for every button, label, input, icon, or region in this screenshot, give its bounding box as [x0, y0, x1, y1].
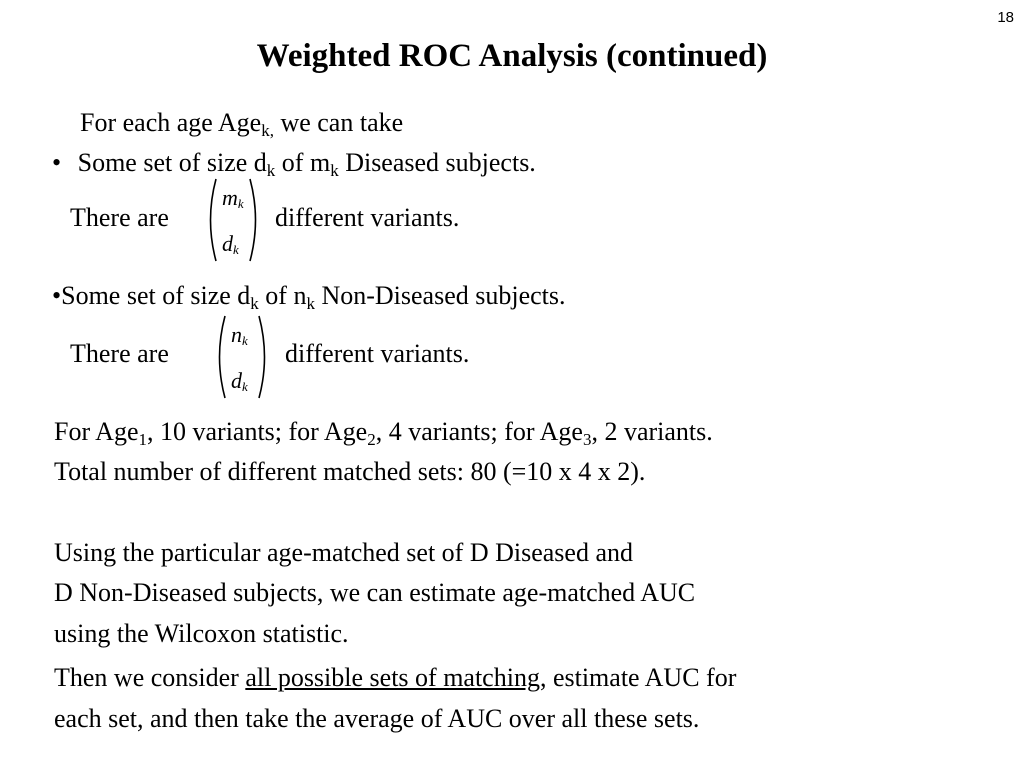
binomial-bottom: $d_k$ — [222, 231, 239, 257]
using-line-1: Using the particular age-matched set of D Diseased and — [54, 538, 634, 567]
subscript: k — [330, 161, 339, 180]
underlined-phrase: all possible sets of matching — [245, 663, 540, 692]
bullet-non-diseased — [52, 281, 566, 313]
there-are-label: There are — [70, 339, 169, 368]
intro-text-end: we can take — [273, 108, 404, 137]
ages-text: , 10 variants; for Age — [147, 417, 368, 446]
subscript: 1 — [138, 430, 147, 449]
bullet-icon: • — [52, 281, 62, 310]
intro-subscript: k, — [261, 121, 274, 140]
different-variants-label: different variants. — [285, 339, 470, 368]
using-line-3: using the Wilcoxon statistic. — [54, 619, 349, 648]
binomial-n-d — [213, 312, 271, 402]
binomial-top: $m_k$ — [222, 185, 244, 211]
bullet-text: Diseased subjects. — [338, 148, 536, 177]
then-text: Then we consider — [54, 663, 246, 692]
total-matched-sets: Total number of different matched sets: 80 (=10 x 4 x 2). — [54, 457, 646, 486]
bullet-text: of m — [275, 148, 331, 177]
subscript: 3 — [582, 430, 592, 449]
intro-text: For each age Age — [80, 108, 262, 137]
there-are-label: There are — [70, 203, 169, 232]
subscript: k — [266, 161, 276, 180]
binomial-m-d — [204, 175, 262, 265]
bullet-text: Some set of size d — [77, 148, 267, 177]
bullet-text: of n — [258, 281, 307, 310]
ages-variants-line — [54, 417, 713, 449]
different-variants-label: different variants. — [275, 203, 460, 232]
then-text: , estimate AUC for — [539, 663, 737, 692]
then-line-2: each set, and then take the average of AUC over all these sets. — [54, 704, 700, 733]
intro-line — [80, 108, 404, 140]
binomial-bottom: $d_k$ — [231, 368, 248, 394]
bullet-text: Some set of size d — [61, 281, 251, 310]
ages-text: , 4 variants; for Age — [375, 417, 583, 446]
subscript: k — [306, 294, 315, 313]
bullet-icon: • — [52, 148, 62, 177]
ages-text: For Age — [54, 417, 139, 446]
page-number: 18 — [997, 9, 1014, 26]
using-line-2: D Non-Diseased subjects, we can estimate age-matched AUC — [54, 578, 696, 607]
ages-text: , 2 variants. — [591, 417, 713, 446]
bullet-diseased — [52, 148, 536, 180]
bullet-text: Non-Diseased subjects. — [314, 281, 566, 310]
subscript: 2 — [367, 430, 376, 449]
then-line-1 — [54, 665, 736, 691]
subscript: k — [250, 294, 259, 313]
slide-title: Weighted ROC Analysis (continued) — [256, 38, 768, 74]
binomial-top: $n_k$ — [231, 322, 248, 348]
